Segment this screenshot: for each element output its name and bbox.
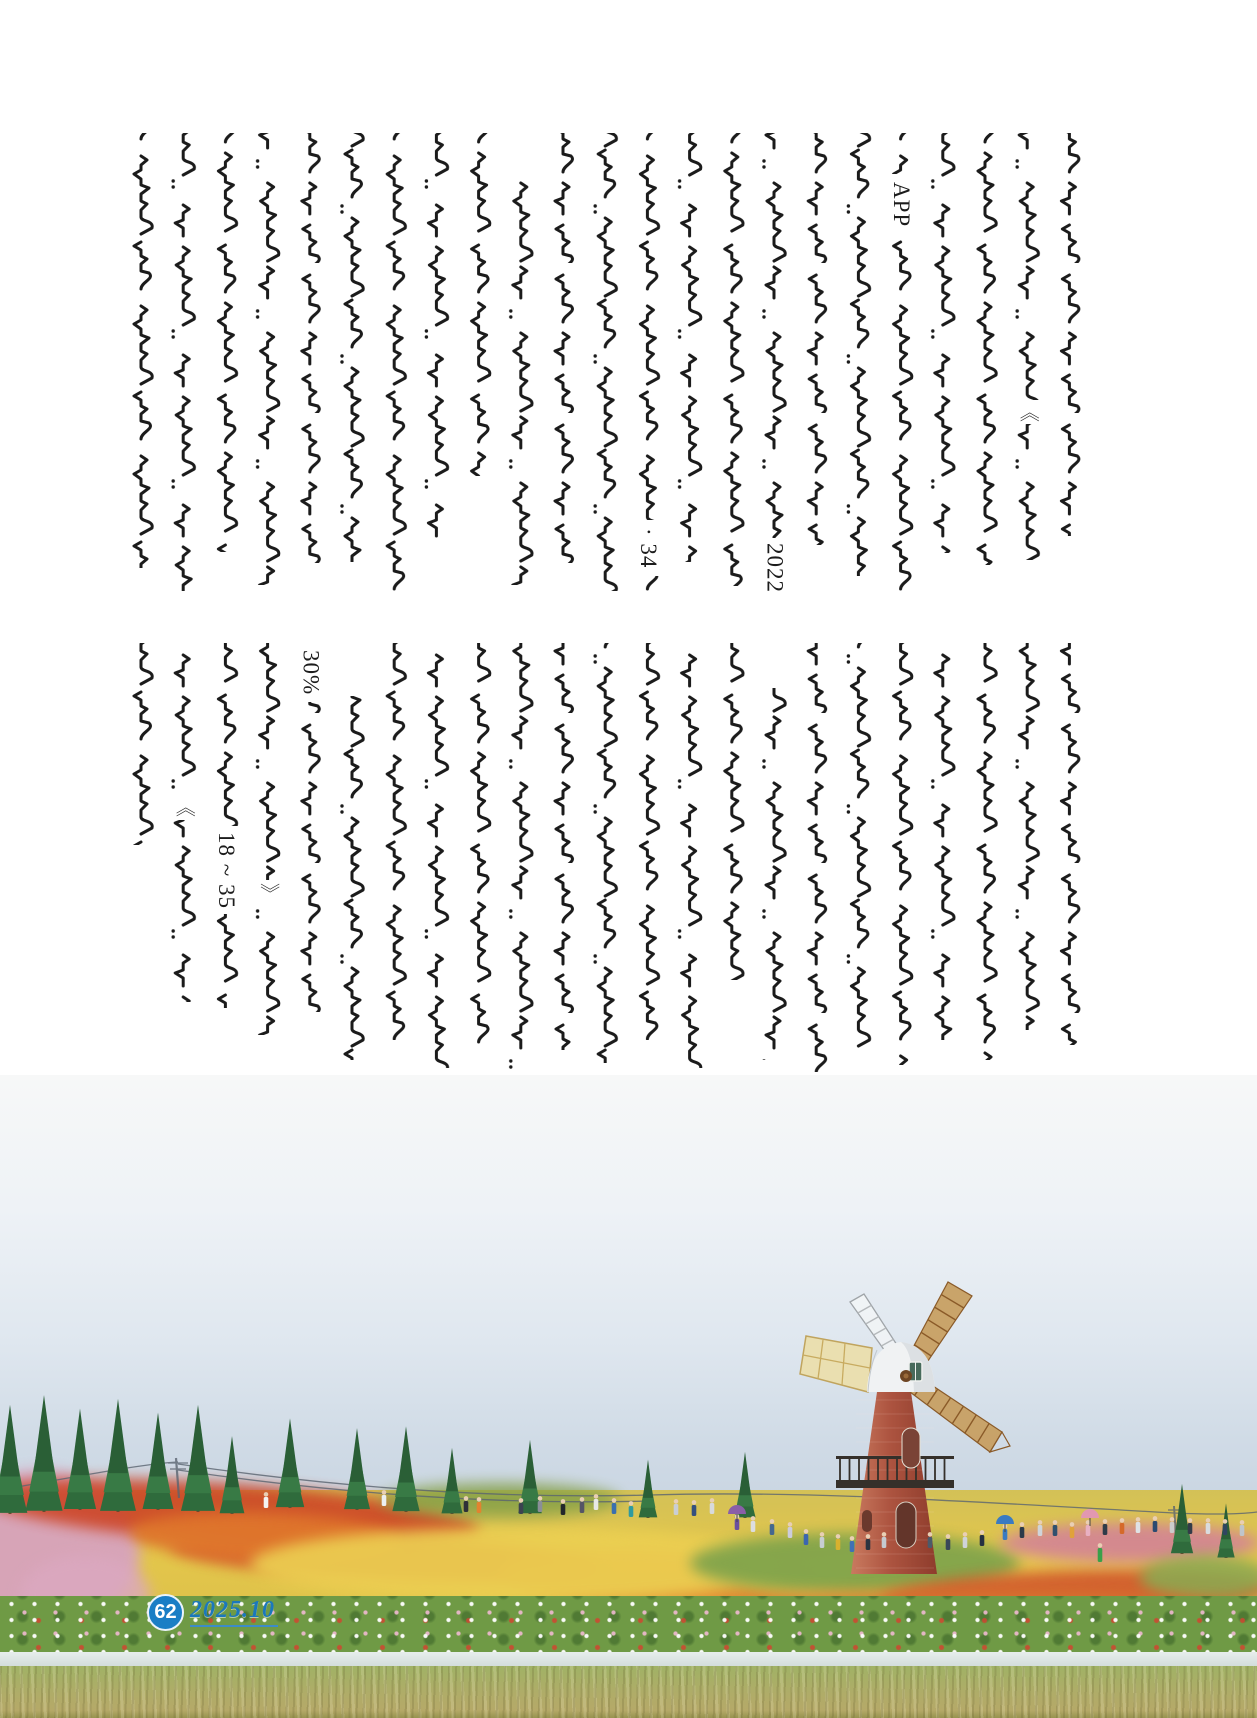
inline-fragment-quote-open-1: 《 <box>1012 400 1043 424</box>
text-column <box>885 133 918 174</box>
inline-fragment-number-34: · 34 <box>632 520 663 576</box>
text-column <box>167 820 200 1002</box>
text-column <box>716 643 749 980</box>
text-column <box>463 643 496 1045</box>
inline-fragment-age-range: 18 ~ 35 <box>210 826 241 914</box>
text-column <box>294 133 327 570</box>
text-column <box>125 643 158 845</box>
text-column <box>674 643 707 1068</box>
text-row-2 <box>125 643 1086 1072</box>
text-column <box>420 133 453 540</box>
text-column <box>547 133 580 572</box>
text-column <box>505 175 538 585</box>
text-column <box>716 133 749 586</box>
text-column <box>800 643 833 1072</box>
text-column <box>336 133 369 562</box>
pine-trees <box>0 1395 1235 1558</box>
text-column <box>209 133 242 552</box>
photo-flower-field <box>0 1075 1257 1718</box>
inline-fragment-quote-close-1: 》 <box>253 880 284 906</box>
inline-fragment-quote-open-2: 《 <box>168 795 199 820</box>
text-column <box>1053 643 1086 1045</box>
text-column <box>125 133 158 568</box>
issue-date: 2025.10 <box>190 1597 278 1627</box>
text-column <box>758 688 791 1060</box>
text-column <box>758 133 791 538</box>
text-column <box>378 643 411 1040</box>
text-column <box>969 643 1002 1060</box>
inline-fragment-app: APP <box>886 174 917 236</box>
text-column <box>336 696 369 1060</box>
text-column <box>463 133 496 476</box>
text-column <box>167 643 200 795</box>
text-row-1 <box>125 133 1086 598</box>
text-column <box>674 133 707 562</box>
text-column <box>589 643 622 1063</box>
text-column <box>252 133 285 585</box>
text-column <box>252 643 285 880</box>
text-column <box>1053 133 1086 536</box>
text-column <box>1011 643 1044 1030</box>
text-column <box>420 643 453 1068</box>
text-column <box>294 702 327 1012</box>
text-column <box>927 133 960 553</box>
text-column <box>547 643 580 1050</box>
umbrella <box>996 1515 1014 1532</box>
inline-fragment-year-2022: 2022 <box>759 538 790 598</box>
text-column <box>842 643 875 1048</box>
inline-fragment-percent-30: 30% <box>295 643 326 702</box>
text-column <box>885 643 918 1065</box>
text-column <box>167 133 200 591</box>
umbrella <box>1081 1509 1099 1526</box>
windmill-illustration <box>800 1282 1010 1574</box>
text-column <box>885 236 918 591</box>
text-column <box>842 133 875 576</box>
photo-walking-path <box>0 1652 1257 1666</box>
page-number-badge <box>147 1594 184 1631</box>
text-column <box>631 576 664 598</box>
photo-lawn <box>0 1666 1257 1718</box>
text-column <box>209 914 242 1008</box>
text-column <box>209 643 242 826</box>
text-column <box>589 133 622 591</box>
text-column <box>631 133 664 520</box>
text-column <box>631 643 664 1040</box>
text-column <box>800 133 833 545</box>
page-number: 62 <box>154 1601 177 1623</box>
text-column <box>1011 424 1044 560</box>
text-column <box>1011 133 1044 400</box>
text-column <box>252 906 285 1035</box>
text-column <box>927 643 960 1040</box>
text-column <box>969 133 1002 565</box>
text-column <box>505 643 538 1072</box>
text-column <box>378 133 411 591</box>
